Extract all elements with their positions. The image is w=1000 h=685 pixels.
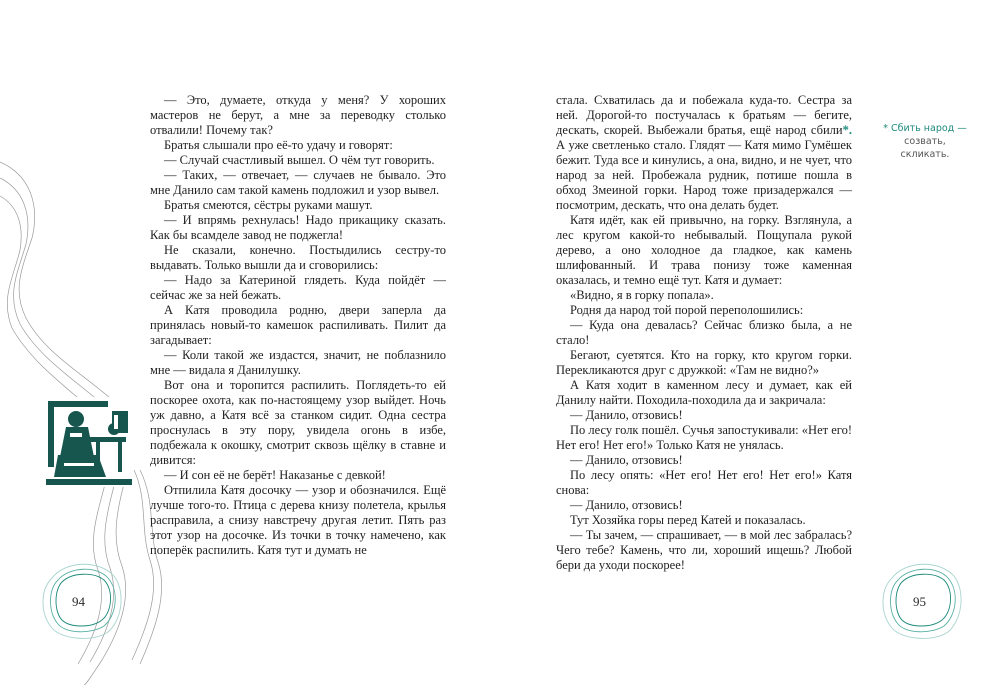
paragraph: По лесу голк пошёл. Сучья запостукивали: «Нет его! Нет его! Нет его!» Только Катя не унялась. (556, 423, 852, 452)
paragraph: Братья смеются, сёстры руками машут. (164, 198, 373, 212)
page-number-right: 95 (913, 594, 926, 609)
paragraph: — И сон её не берёт! Наказанье с девкой! (164, 468, 386, 482)
right-page-text (556, 93, 852, 573)
footnote-term: * Сбить народ — (883, 123, 967, 134)
paragraph: А Катя ходит в каменном лесу и думает, как ей Данилу найти. Походила-походила да и закричала: (556, 378, 852, 407)
paragraph: — Данило, отзовись! (570, 453, 683, 467)
paragraph: — Ты зачем, — спрашивает, — в мой лес забралась? Чего тебе? Камень, что ли, хороший ищешь? Любой бери да уходи поскорее! (556, 528, 852, 572)
paragraph-part: А уже светленько стало. Глядят — Катя мимо Гумёшек бежит. Туда все и кинулись, а она, видно, и не чует, что народ за ней. Пробежала рудник, потише пошла в обход Змеиной горки. Народ тоже призадержался — посмотрим, дескать, что она делать будет. (556, 138, 852, 212)
paragraph: Отпилила Катя досочку — узор и обозначился. Ещё лучше того-то. Птица с дерева книзу полетела, крылья расправила, а снизу навстречу другая летит. Пять раз этот узор на досочке. Из точки в точку намечено, как поперёк распилить. Катя тут и думать не (150, 483, 446, 557)
footnote (880, 122, 970, 161)
paragraph (556, 93, 852, 213)
paragraph: — Данило, отзовись! (570, 408, 683, 422)
footnote-marker: *. (842, 123, 852, 137)
paragraph: — Случай счастливый вышел. О чём тут говорить. (164, 153, 435, 167)
paragraph: — Куда она девалась? Сейчас близко была, а не стало! (556, 318, 852, 347)
paragraph: По лесу опять: «Нет его! Нет его! Нет его!» Катя снова: (556, 468, 852, 497)
paragraph: Бегают, суетятся. Кто на горку, кто кругом горки. Перекликаются друг с дружкой: «Там не видно?» (556, 348, 852, 377)
paragraph: Вот она и торопится распилить. Поглядеть-то ей поскорее охота, как по-настоящему узор выйдет. Ночь уж давно, а Катя всё за станком сидит. Одна сестра проснулась в эту пору, увидела огонь в избе, подбежала к окошку, смотрит сквозь щёлку в ставне и дивится: (150, 378, 446, 467)
paragraph: — И впрямь рехнулась! Надо прикащику сказать. Как бы всамделе завод не поджегла! (150, 213, 446, 242)
paragraph: Тут Хозяйка горы перед Катей и показалась. (570, 513, 806, 527)
paragraph: — Коли такой же издастся, значит, не поблазнило мне — видала я Данилушку. (150, 348, 446, 377)
footnote-definition: созвать, скликать. (900, 136, 950, 160)
page-number-left: 94 (72, 594, 85, 609)
paragraph: Родня да народ той порой переполошились: (570, 303, 804, 317)
paragraph: «Видно, я в горку попала». (570, 288, 714, 302)
paragraph: — Это, думаете, откуда у меня? У хороших мастеров не берут, а мне за переводку столько отвалили! Почему так? (150, 93, 446, 137)
paragraph: Катя идёт, как ей привычно, на горку. Взглянула, а лес кругом какой-то небывалый. Пощупала рукой дерево, а оно холодное да гладкое, как камень шлифованный. И трава понизу тоже каменная оказалась, и темно ещё тут. Катя и думает: (556, 213, 852, 287)
paragraph: — Данило, отзовись! (570, 498, 683, 512)
paragraph-part: стала. Схватилась да и побежала куда-то. Сестра за ней. Дорогой-то постучалась к братьям — бегите, дескать, скорей. Выбежали братья, ещё народ сбили (556, 93, 852, 137)
paragraph: А Катя проводила родню, двери заперла да принялась новый-то камешок распиливать. Пилит да загадывает: (150, 303, 446, 347)
paragraph: Братья слышали про её-то удачу и говорят: (164, 138, 393, 152)
paragraph: — Таких, — отвечает, — случаев не бывало. Это мне Данило сам такой камень подложил и узор вывел. (150, 168, 446, 197)
paragraph: — Надо за Катериной глядеть. Куда пойдёт — сейчас же за ней бежать. (150, 273, 446, 302)
paragraph: Не сказали, конечно. Постыдились сестру-то выдавать. Только вышли да и сговорились: (150, 243, 446, 272)
left-page-text (150, 93, 446, 558)
